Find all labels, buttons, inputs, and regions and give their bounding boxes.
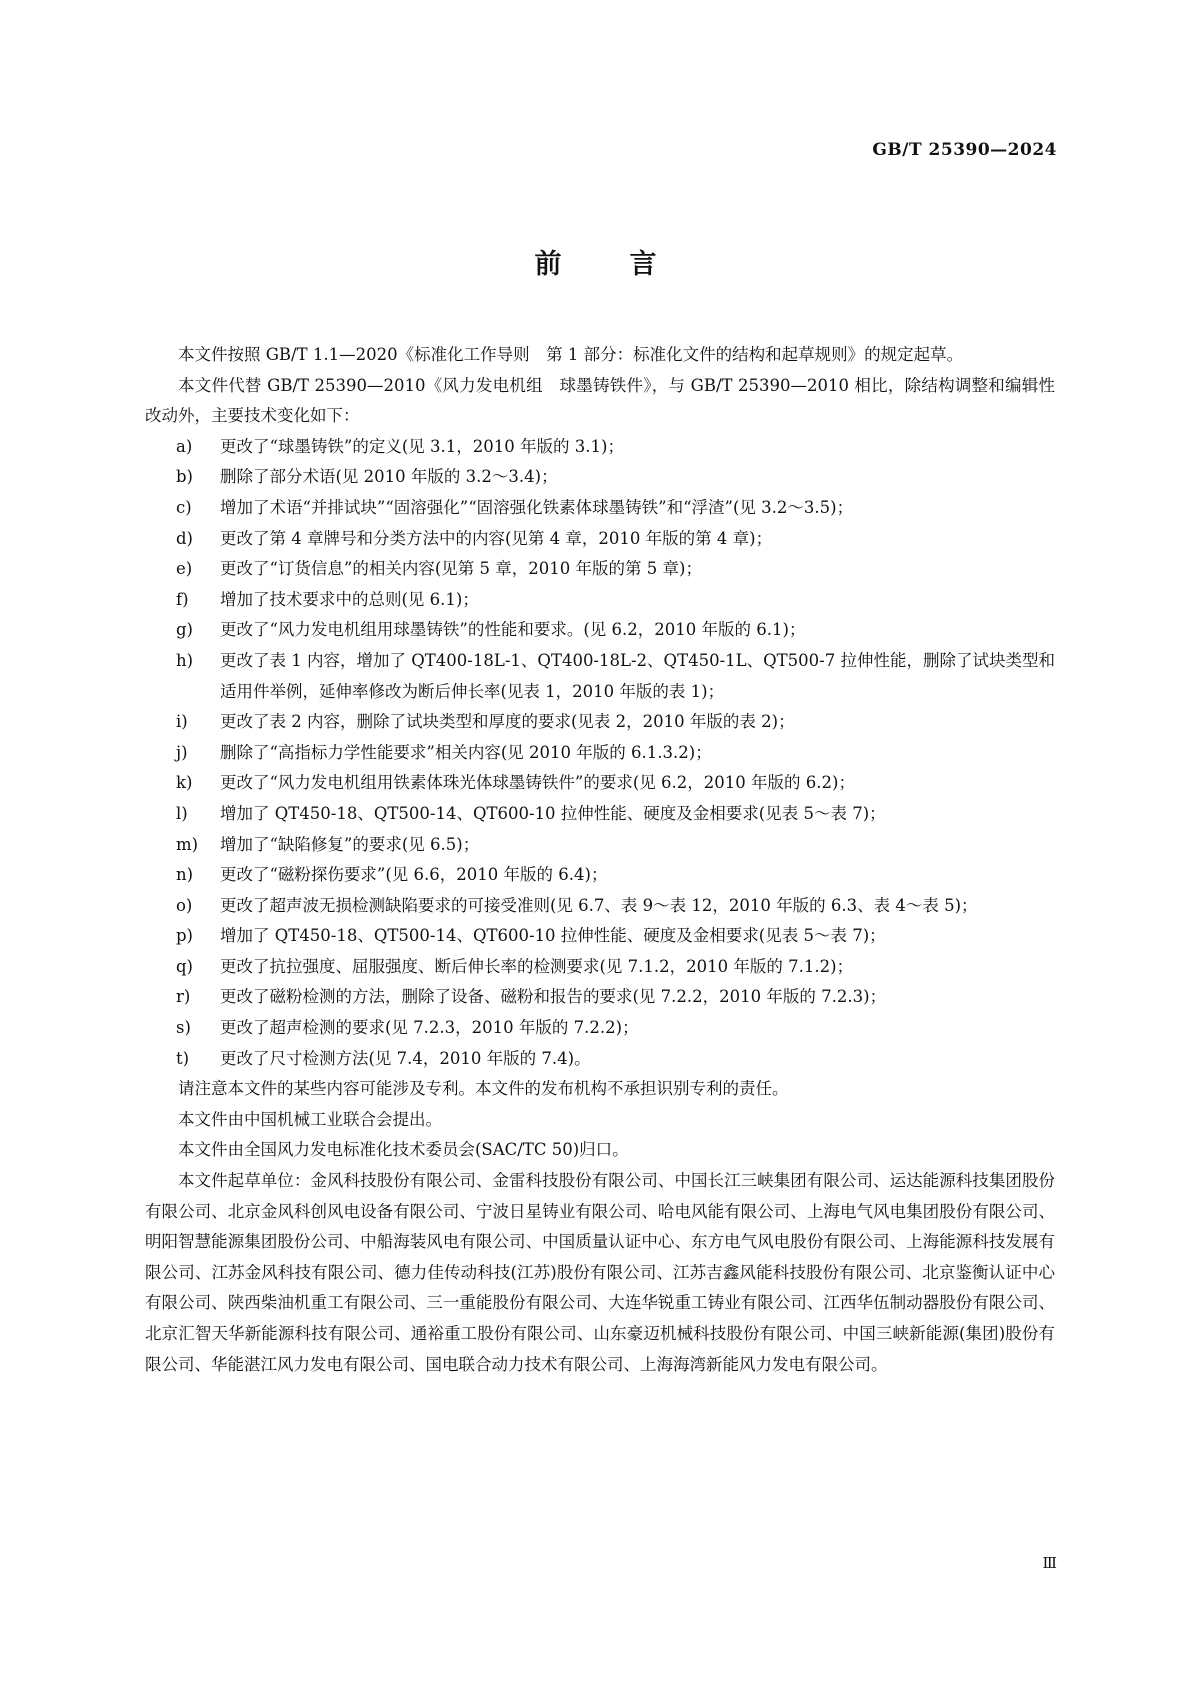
item-label: p) <box>176 926 193 946</box>
document-code: GB/T 25390—2024 <box>872 140 1057 160</box>
title-char: 前 <box>534 249 562 280</box>
drafting-organizations: 本文件起草单位：金风科技股份有限公司、金雷科技股份有限公司、中国长江三峡集团有限公司、运达能源科技集团股份有限公司、北京金风科创风电设备有限公司、宁波日星铸业有限公司、哈电风能有限公司、上海电气风电集团股份有限公司、明阳智慧能源集团股份公司、中船海装风电有限公司、中国质量认证中心、东方电气风电股份有限公司、上海能源科技发展有限公司、江苏金风科技有限公司、德力佳传动科技(江苏)股份有限公司、江苏吉鑫风能科技股份有限公司、北京鉴衡认证中心有限公司、陕西柴油机重工有限公司、三一重能股份有限公司、大连华锐重工铸业有限公司、江西华伍制动器股份有限公司、北京汇智天华新能源科技有限公司、通裕重工股份有限公司、山东豪迈机械科技股份有限公司、中国三峡新能源(集团)股份有限公司、华能湛江风力发电有限公司、国电联合动力技术有限公司、上海海湾新能风力发电有限公司。 <box>145 1171 1055 1374</box>
item-text: 删除了“高指标力学性能要求”相关内容(见 2010 年版的 6.1.3.2)； <box>220 742 712 762</box>
list-item <box>145 462 1055 493</box>
intro-paragraph: 本文件按照 GB/T 1.1—2020《标准化工作导则 第 1 部分：标准化文件的结构和起草规则》的规定起草。 <box>178 345 964 364</box>
item-label: k) <box>176 773 193 793</box>
item-text: 更改了超声波无损检测缺陷要求的可接受准则(见 6.7、表 9～表 12，2010 年版的 6.3、表 4～表 5)； <box>220 895 978 915</box>
item-text: 更改了“风力发电机组用铁素体珠光体球墨铸铁件”的要求(见 6.2，2010 年版的 6.2)； <box>220 773 855 793</box>
item-text: 更改了“订货信息”的相关内容(见第 5 章，2010 年版的第 5 章)； <box>220 559 702 579</box>
list-item <box>145 707 1055 738</box>
list-item <box>145 891 1055 922</box>
item-label: c) <box>176 497 192 517</box>
item-text: 更改了尺寸检测方法(见 7.4，2010 年版的 7.4)。 <box>220 1048 591 1068</box>
item-text: 更改了表 2 内容，删除了试块类型和厚度的要求(见表 2，2010 年版的表 2)； <box>220 712 795 732</box>
item-text: 更改了“球墨铸铁”的定义(见 3.1，2010 年版的 3.1)； <box>220 436 624 456</box>
item-text: 更改了抗拉强度、屈服强度、断后伸长率的检测要求(见 7.1.2，2010 年版的 7.1.2)； <box>220 956 854 976</box>
item-label: m) <box>176 834 199 854</box>
list-item <box>145 554 1055 585</box>
item-label: i) <box>176 712 188 732</box>
list-item <box>145 493 1055 524</box>
page-number: Ⅲ <box>1042 1554 1057 1572</box>
list-item <box>145 799 1055 830</box>
list-item <box>145 952 1055 983</box>
patent-notice: 请注意本文件的某些内容可能涉及专利。本文件的发布机构不承担识别专利的责任。 <box>178 1079 789 1099</box>
item-text: 增加了“缺陷修复”的要求(见 6.5)； <box>220 834 480 854</box>
item-text: 增加了技术要求中的总则(见 6.1)； <box>220 589 479 609</box>
committee-statement: 本文件由全国风力发电标准化技术委员会(SAC/TC 50)归口。 <box>178 1140 629 1160</box>
list-item <box>145 646 1055 707</box>
item-text: 更改了超声检测的要求(见 7.2.3，2010 年版的 7.2.2)； <box>220 1018 639 1038</box>
item-label: r) <box>176 987 191 1007</box>
intro-paragraph: 本文件代替 GB/T 25390—2010《风力发电机组 球墨铸铁件》，与 GB/T 25390—2010 相比，除结构调整和编辑性改动外，主要技术变化如下： <box>145 375 1055 426</box>
item-text: 增加了术语“并排试块”“固溶强化”“固溶强化铁素体球墨铸铁”和“浮渣”(见 3.2～3.5)； <box>220 497 854 517</box>
item-label: n) <box>176 865 194 885</box>
item-text: 增加了 QT450-18、QT500-14、QT600-10 拉伸性能、硬度及金相要求(见表 5～表 7)； <box>220 926 886 946</box>
item-label: q) <box>176 956 193 976</box>
list-item <box>145 738 1055 769</box>
foreword-body <box>145 340 1055 1380</box>
list-item <box>145 1044 1055 1075</box>
item-label: j) <box>176 742 188 762</box>
title-char: 言 <box>629 249 657 280</box>
list-item <box>145 524 1055 555</box>
item-label: h) <box>176 650 194 670</box>
item-text: 更改了表 1 内容，增加了 QT400-18L-1、QT400-18L-2、QT450-1L、QT500-7 拉伸性能，删除了试块类型和适用件举例，延伸率修改为断后伸长率(见表 1，2010 年版的表 1)； <box>220 650 1055 701</box>
item-label: b) <box>176 467 193 487</box>
item-label: o) <box>176 895 193 915</box>
page-title <box>0 242 1191 281</box>
changes-list <box>145 432 1055 1074</box>
item-text: 更改了磁粉检测的方法，删除了设备、磁粉和报告的要求(见 7.2.2，2010 年版的 7.2.3)； <box>220 987 887 1007</box>
item-text: 更改了“磁粉探伤要求”(见 6.6，2010 年版的 6.4)； <box>220 865 608 885</box>
item-label: g) <box>176 620 193 640</box>
list-item <box>145 585 1055 616</box>
item-label: f) <box>176 589 189 609</box>
list-item <box>145 830 1055 861</box>
item-text: 增加了 QT450-18、QT500-14、QT600-10 拉伸性能、硬度及金相要求(见表 5～表 7)； <box>220 803 886 823</box>
list-item <box>145 615 1055 646</box>
list-item <box>145 982 1055 1013</box>
item-label: d) <box>176 528 193 548</box>
item-text: 更改了第 4 章牌号和分类方法中的内容(见第 4 章，2010 年版的第 4 章)； <box>220 528 773 548</box>
item-label: e) <box>176 559 193 579</box>
list-item <box>145 768 1055 799</box>
list-item <box>145 432 1055 463</box>
item-label: s) <box>176 1018 191 1038</box>
item-label: l) <box>176 803 188 823</box>
list-item <box>145 1013 1055 1044</box>
proposer-statement: 本文件由中国机械工业联合会提出。 <box>178 1109 442 1129</box>
item-label: a) <box>176 436 193 456</box>
item-text: 更改了“风力发电机组用球墨铸铁”的性能和要求。(见 6.2，2010 年版的 6.1)； <box>220 620 806 640</box>
item-label: t) <box>176 1048 190 1068</box>
item-text: 删除了部分术语(见 2010 年版的 3.2～3.4)； <box>220 467 558 487</box>
list-item <box>145 921 1055 952</box>
list-item <box>145 860 1055 891</box>
